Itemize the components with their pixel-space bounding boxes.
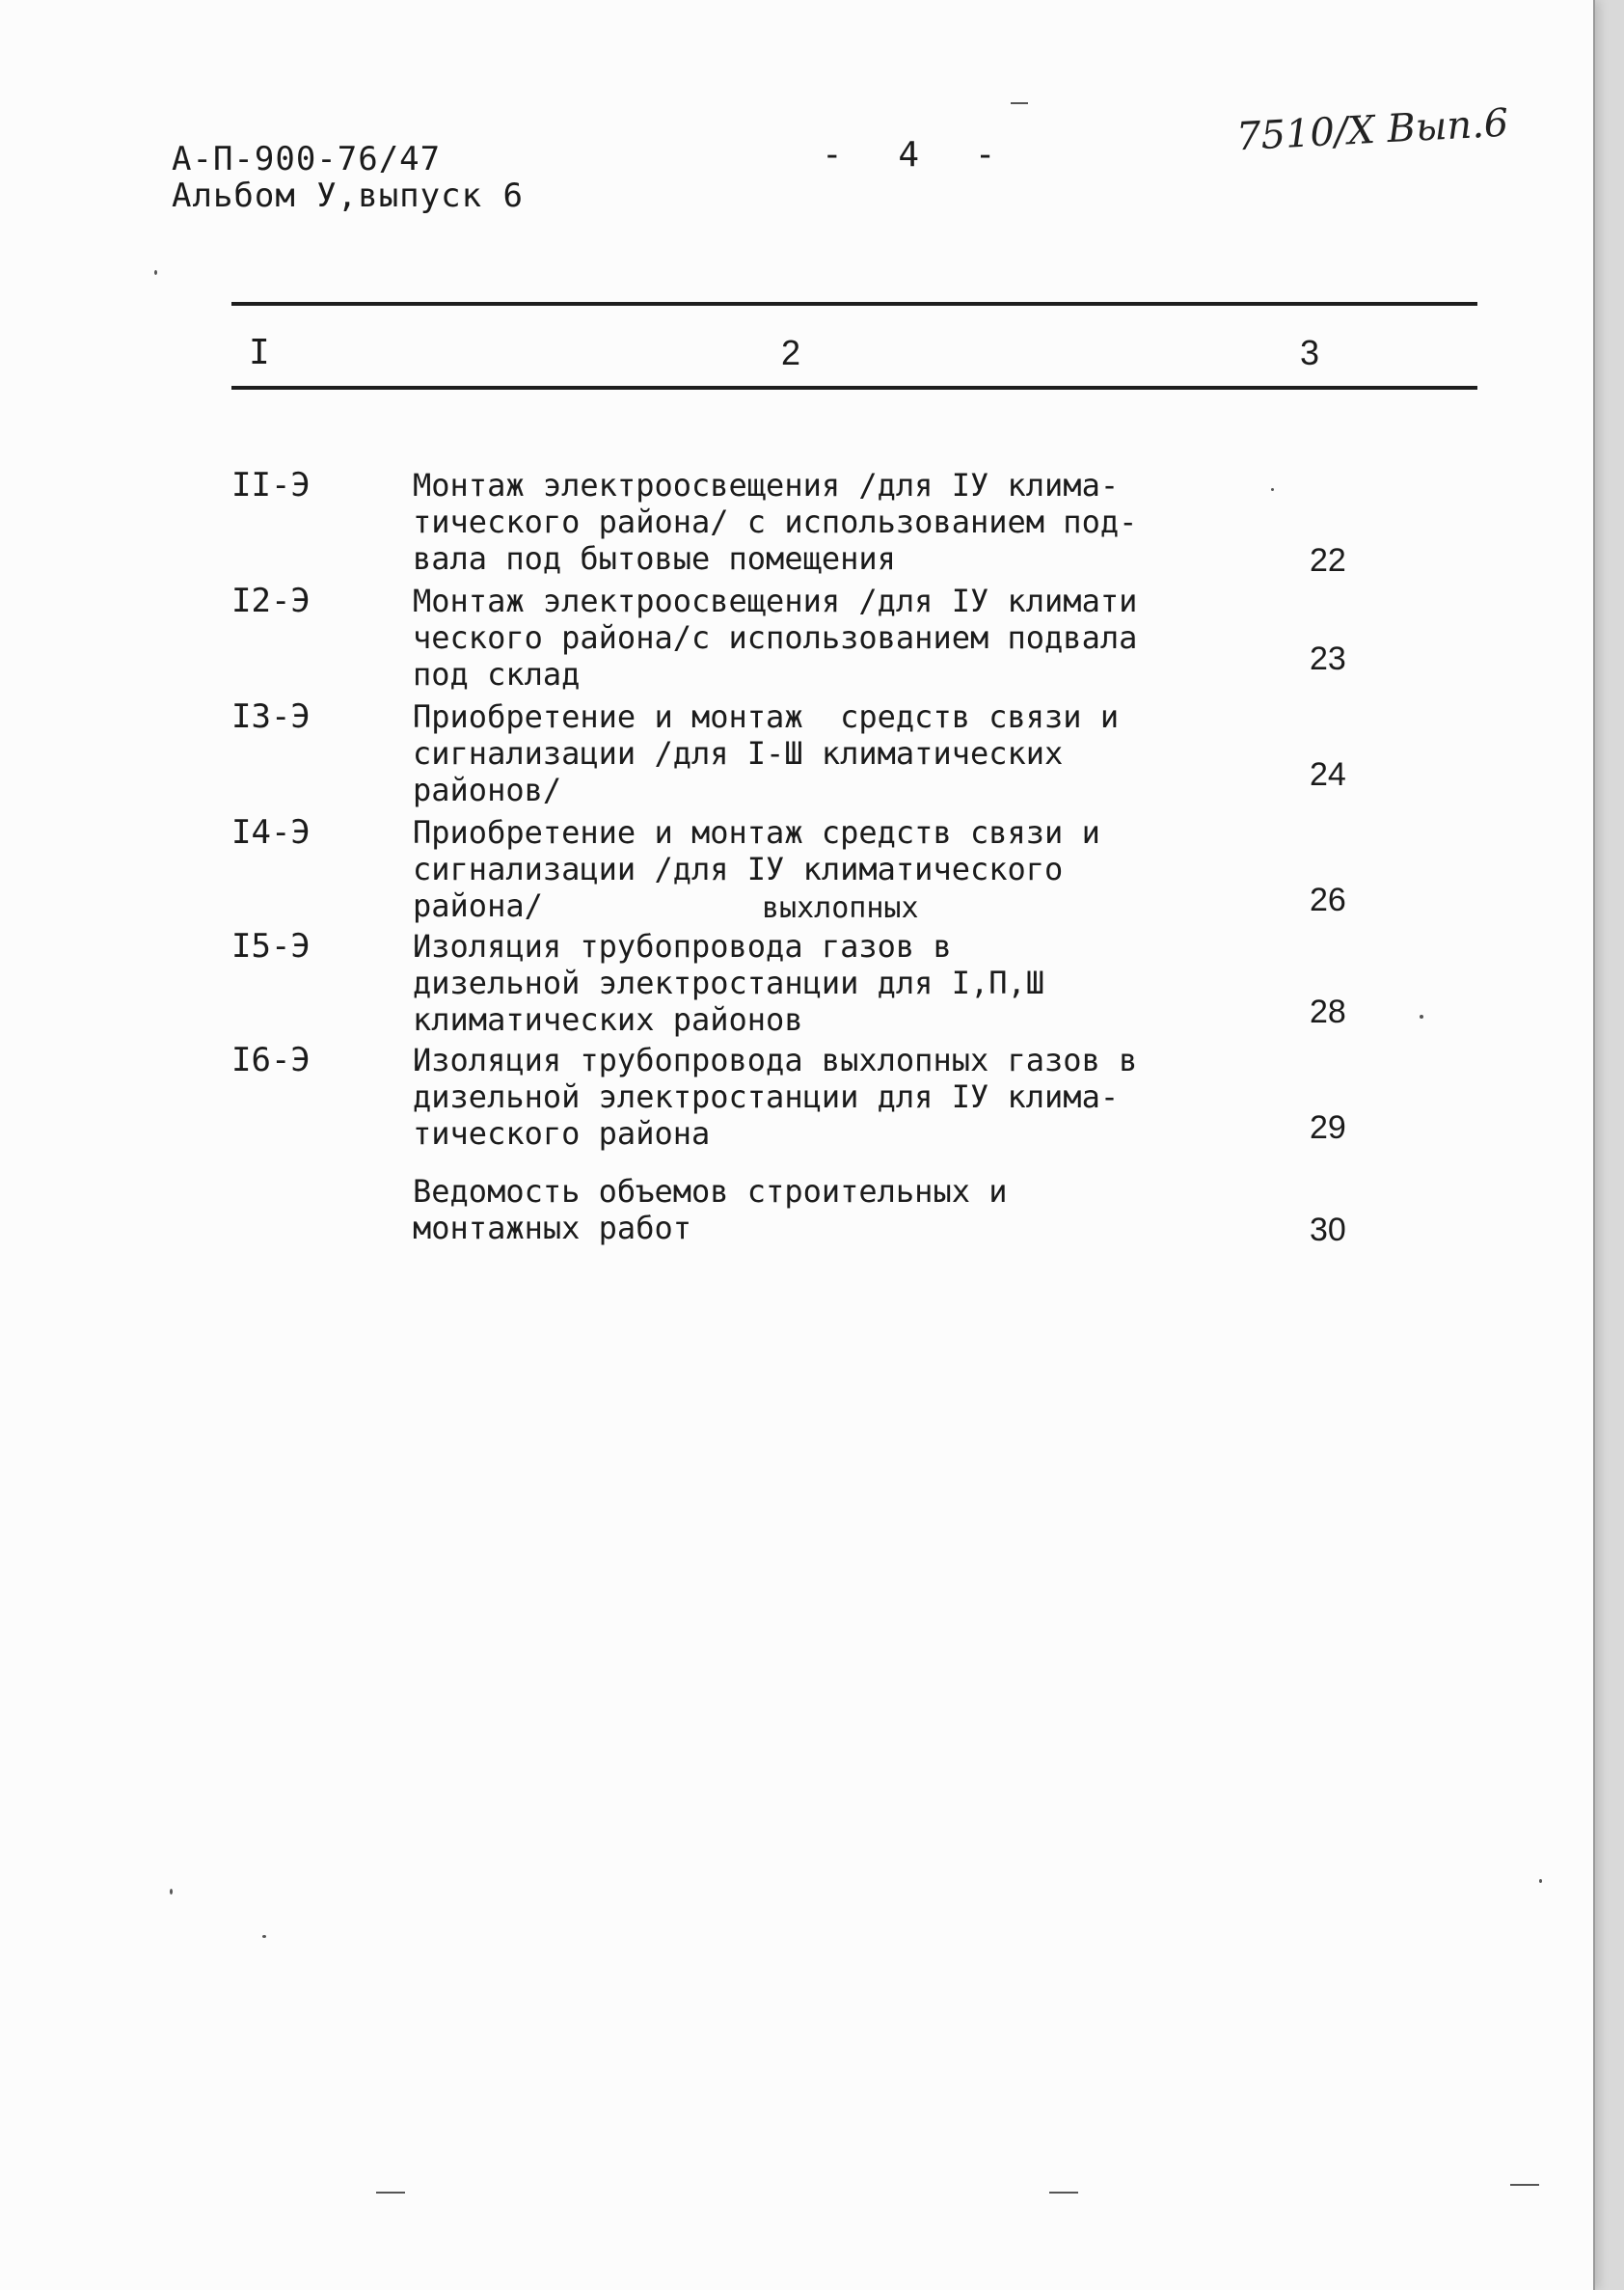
row-description-line: под склад	[413, 656, 581, 693]
row-code: I2-Э	[231, 582, 311, 620]
row-description	[413, 928, 1204, 1038]
column-header-1: I	[249, 333, 270, 372]
row-page: 26	[1310, 882, 1346, 918]
row-page: 24	[1310, 756, 1346, 793]
row-description-line: климатических районов	[413, 1001, 803, 1038]
row-description-line: вала под бытовые помещения	[413, 540, 896, 577]
row-description-line: Приобретение и монтаж средств связи и	[413, 698, 1120, 735]
row-description-line: тического района	[413, 1115, 711, 1152]
handwritten-note: 7510/Х Вып.6	[1234, 100, 1510, 160]
row-description-line: Изоляция трубопровода выхлопных газов в	[413, 1042, 1138, 1078]
column-header-3: 3	[1300, 333, 1320, 372]
row-description	[413, 1173, 1204, 1246]
row-description-line: тического района/ с использованием под-	[413, 504, 1138, 540]
row-description	[413, 698, 1204, 808]
row-description-line: сигнализации /для I-Ш климатических	[413, 735, 1064, 772]
row-code: I6-Э	[231, 1041, 311, 1079]
table-header-rule	[231, 386, 1477, 390]
row-description-line: дизельной электростанции для I,П,Ш	[413, 965, 1045, 1001]
row-page: 30	[1310, 1212, 1346, 1248]
row-description	[413, 467, 1204, 577]
row-code: I3-Э	[231, 697, 311, 736]
doc-code-line-2: Альбом У,выпуск 6	[172, 177, 524, 215]
row-description-line: Монтаж электроосвещения /для IУ климати	[413, 583, 1138, 619]
row-description-line: районов/	[413, 772, 562, 808]
doc-code-line-1: А-П-900-76/47	[172, 140, 442, 178]
row-description	[413, 583, 1204, 693]
row-description-line: дизельной электростанции для IУ клима-	[413, 1078, 1120, 1115]
row-description-line: Изоляция трубопровода газов в	[413, 928, 952, 965]
row-description-line: ческого района/с использованием подвала	[413, 619, 1138, 656]
row-description-line: Ведомость объемов строительных и	[413, 1173, 1008, 1210]
page-number: - 4 -	[822, 135, 1014, 175]
row-code: I5-Э	[231, 927, 311, 966]
row-code: I4-Э	[231, 813, 311, 852]
row-page: 28	[1310, 994, 1346, 1030]
row-description-line: Монтаж электроосвещения /для IУ клима-	[413, 467, 1120, 504]
row-description-line: сигнализации /для IУ климатического	[413, 851, 1064, 887]
row-page: 22	[1310, 542, 1346, 579]
row-description-line: монтажных работ	[413, 1210, 691, 1246]
row-description-line: района/	[413, 887, 543, 924]
document-code	[172, 141, 524, 214]
table-top-rule	[231, 302, 1477, 306]
row-code: II-Э	[231, 466, 311, 504]
column-header-2: 2	[781, 333, 801, 372]
row-description	[413, 1042, 1204, 1152]
row-page: 23	[1310, 641, 1346, 677]
row-page: 29	[1310, 1109, 1346, 1146]
row-description-line: Приобретение и монтаж средств связи и	[413, 814, 1100, 851]
inserted-word: выхлопных	[762, 891, 919, 925]
